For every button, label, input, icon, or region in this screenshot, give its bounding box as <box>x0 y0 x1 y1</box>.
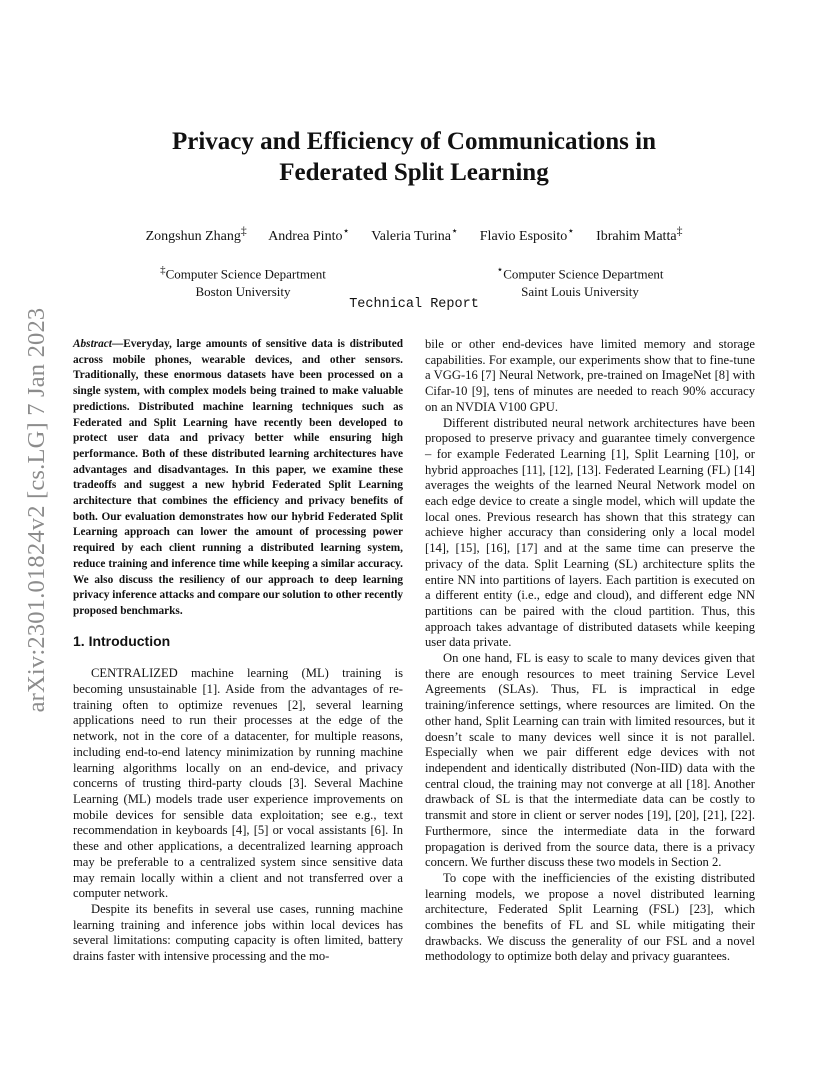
affiliation-boston: ‡Computer Science Department Boston University <box>160 264 326 300</box>
affiliation-saint-louis: ⋆Computer Science Department Saint Louis University <box>496 264 664 300</box>
paragraph: Despite its benefits in several use cases, running machine learning training and inference jobs within local devices has several limitations: computing capacity is often limited, battery drains faster with intensive processing and the mo- <box>73 901 403 964</box>
title-line-1: Privacy and Efficiency of Communications in <box>171 128 656 155</box>
author: Andrea Pinto⋆ <box>268 224 350 244</box>
paragraph: bile or other end-devices have limited memory and storage capabilities. For example, our experiments show that to fine-tune a VGG-16 [7] Neural Network, pre-trained on ImageNet [8] with Cifar-10 [9], tens of minutes are needed to reach 90% accuracy on an NVDIA V100 GPU. <box>425 337 755 414</box>
abstract-text: —Everyday, large amounts of sensitive data is distributed across mobile phones, wearable devices, and other sensors. Traditionally, these enormous datasets have been processed on a single system, with complex models being trained to make valuable predictions. Distributed machine learning techniques such as Federated and Split Learning have recently been developed to protect user data and privacy better while ensuring high performance. Both of these distributed learning architectures have advantages and disadvantages. In this paper, we examine these tradeoffs and suggest a new hybrid Federated Split Learning architecture that combines the efficiency and privacy benefits of both. Our evaluation demonstrates how our hybrid Federated Split Learning approach can lower the amount of processing power required by each client running a distributed learning system, reduce training and inference time while keeping a similar accuracy. We also discuss the resiliency of our approach to deep learning privacy inference attacks and compare our solution to other recently proposed benchmarks. <box>73 338 403 617</box>
abstract-label: Abstract <box>73 338 112 350</box>
title-line-2: Federated Split Learning <box>279 159 549 186</box>
section-heading: 1. Introduction <box>73 632 171 649</box>
left-column <box>73 337 403 965</box>
paragraph: On one hand, FL is easy to scale to many devices given that there are enough resources to meet training Service Level Agreements (SLAs). Thus, FL is impractical in edge training/inference settings, where resources are limited. On the other hand, Split Learning can train with limited resources, but it doesn’t scale to many devices well since it is not parallel. Especially when we pair different edge devices with not independent and identically distributed (Non-IID) data with the central cloud, the training may not converge at all [18]. Another drawback of SL is that the intermediate data can be costly to transmit and store in client or server nodes [19], [20], [21], [22]. Furthermore, since the intermediate data in the forward propagation is derived from the source data, there is a privacy concern. We further discuss these two models in Section 2. <box>425 651 755 870</box>
report-type: Technical Report <box>349 297 479 312</box>
author: Flavio Esposito⋆ <box>479 224 575 244</box>
abstract <box>73 337 403 620</box>
paper-title <box>0 126 828 188</box>
right-column <box>425 337 755 965</box>
author: Valeria Turina⋆ <box>371 224 459 244</box>
arxiv-id-text: arXiv:2301.01824v2 [cs.LG] 7 Jan 2023 <box>23 307 50 713</box>
paragraph: CENTRALIZED machine learning (ML) training is becoming unsustainable [1]. Aside from the advantages of re-training often to optimize revenues [2], several learning applications need to run their processes at the edge of the network, not in the core of a datacenter, for multiple reasons, including end-to-end latency minimization by running machine learning algorithms locally on an end-device, and privacy concerns of trusting third-party clouds [3]. Several Machine Learning (ML) models trade user experience improvements on mobile devices for sensible data exploitation; see e.g., text recommendation in keyboards [4], [5] or vocal assistants [6]. In these and other applications, a decentralized learning approach may be preferable to a centralized system since sensitive data may remain locally within a client and not transferred over a computer network. <box>73 666 403 901</box>
paragraph: To cope with the inefficiencies of the existing distributed learning models, we propose a novel distributed learning architecture, Federated Split Learning (FSL) [23], which combines the benefits of FL and SL while mitigating their drawbacks. We discuss the generality of our FSL and a novel methodology to optimize both delay and privacy guarantees. <box>425 870 755 964</box>
author-list <box>0 223 828 245</box>
author: Ibrahim Matta‡ <box>596 224 683 244</box>
arxiv-side-identifier <box>12 300 62 720</box>
paragraph: Different distributed neural network architectures have been proposed to preserve privacy and guarantee timely convergence – for example Federated Learning [1], Split Learning [10], or hybrid approaches [11], [12], [13]. Federated Learning (FL) [14] averages the weights of the learned Neural Network model on each edge device to create a single model, which will update the local ones. Previous research has shown that this strategy can achieve higher accuracy than considering only a local model [14], [15], [16], [17] and at the same time can preserve the privacy of the data. Split Learning (SL) architecture splits the entire NN into partitions of layers. Each partition is executed on a different entity (i.e., edge and cloud), and different edge NN partitions can be paired with the cloud partition. Thus, this approach takes advantage of distributed datasets while keeping user data private. <box>425 415 755 650</box>
author: Zongshun Zhang‡ <box>145 224 247 244</box>
